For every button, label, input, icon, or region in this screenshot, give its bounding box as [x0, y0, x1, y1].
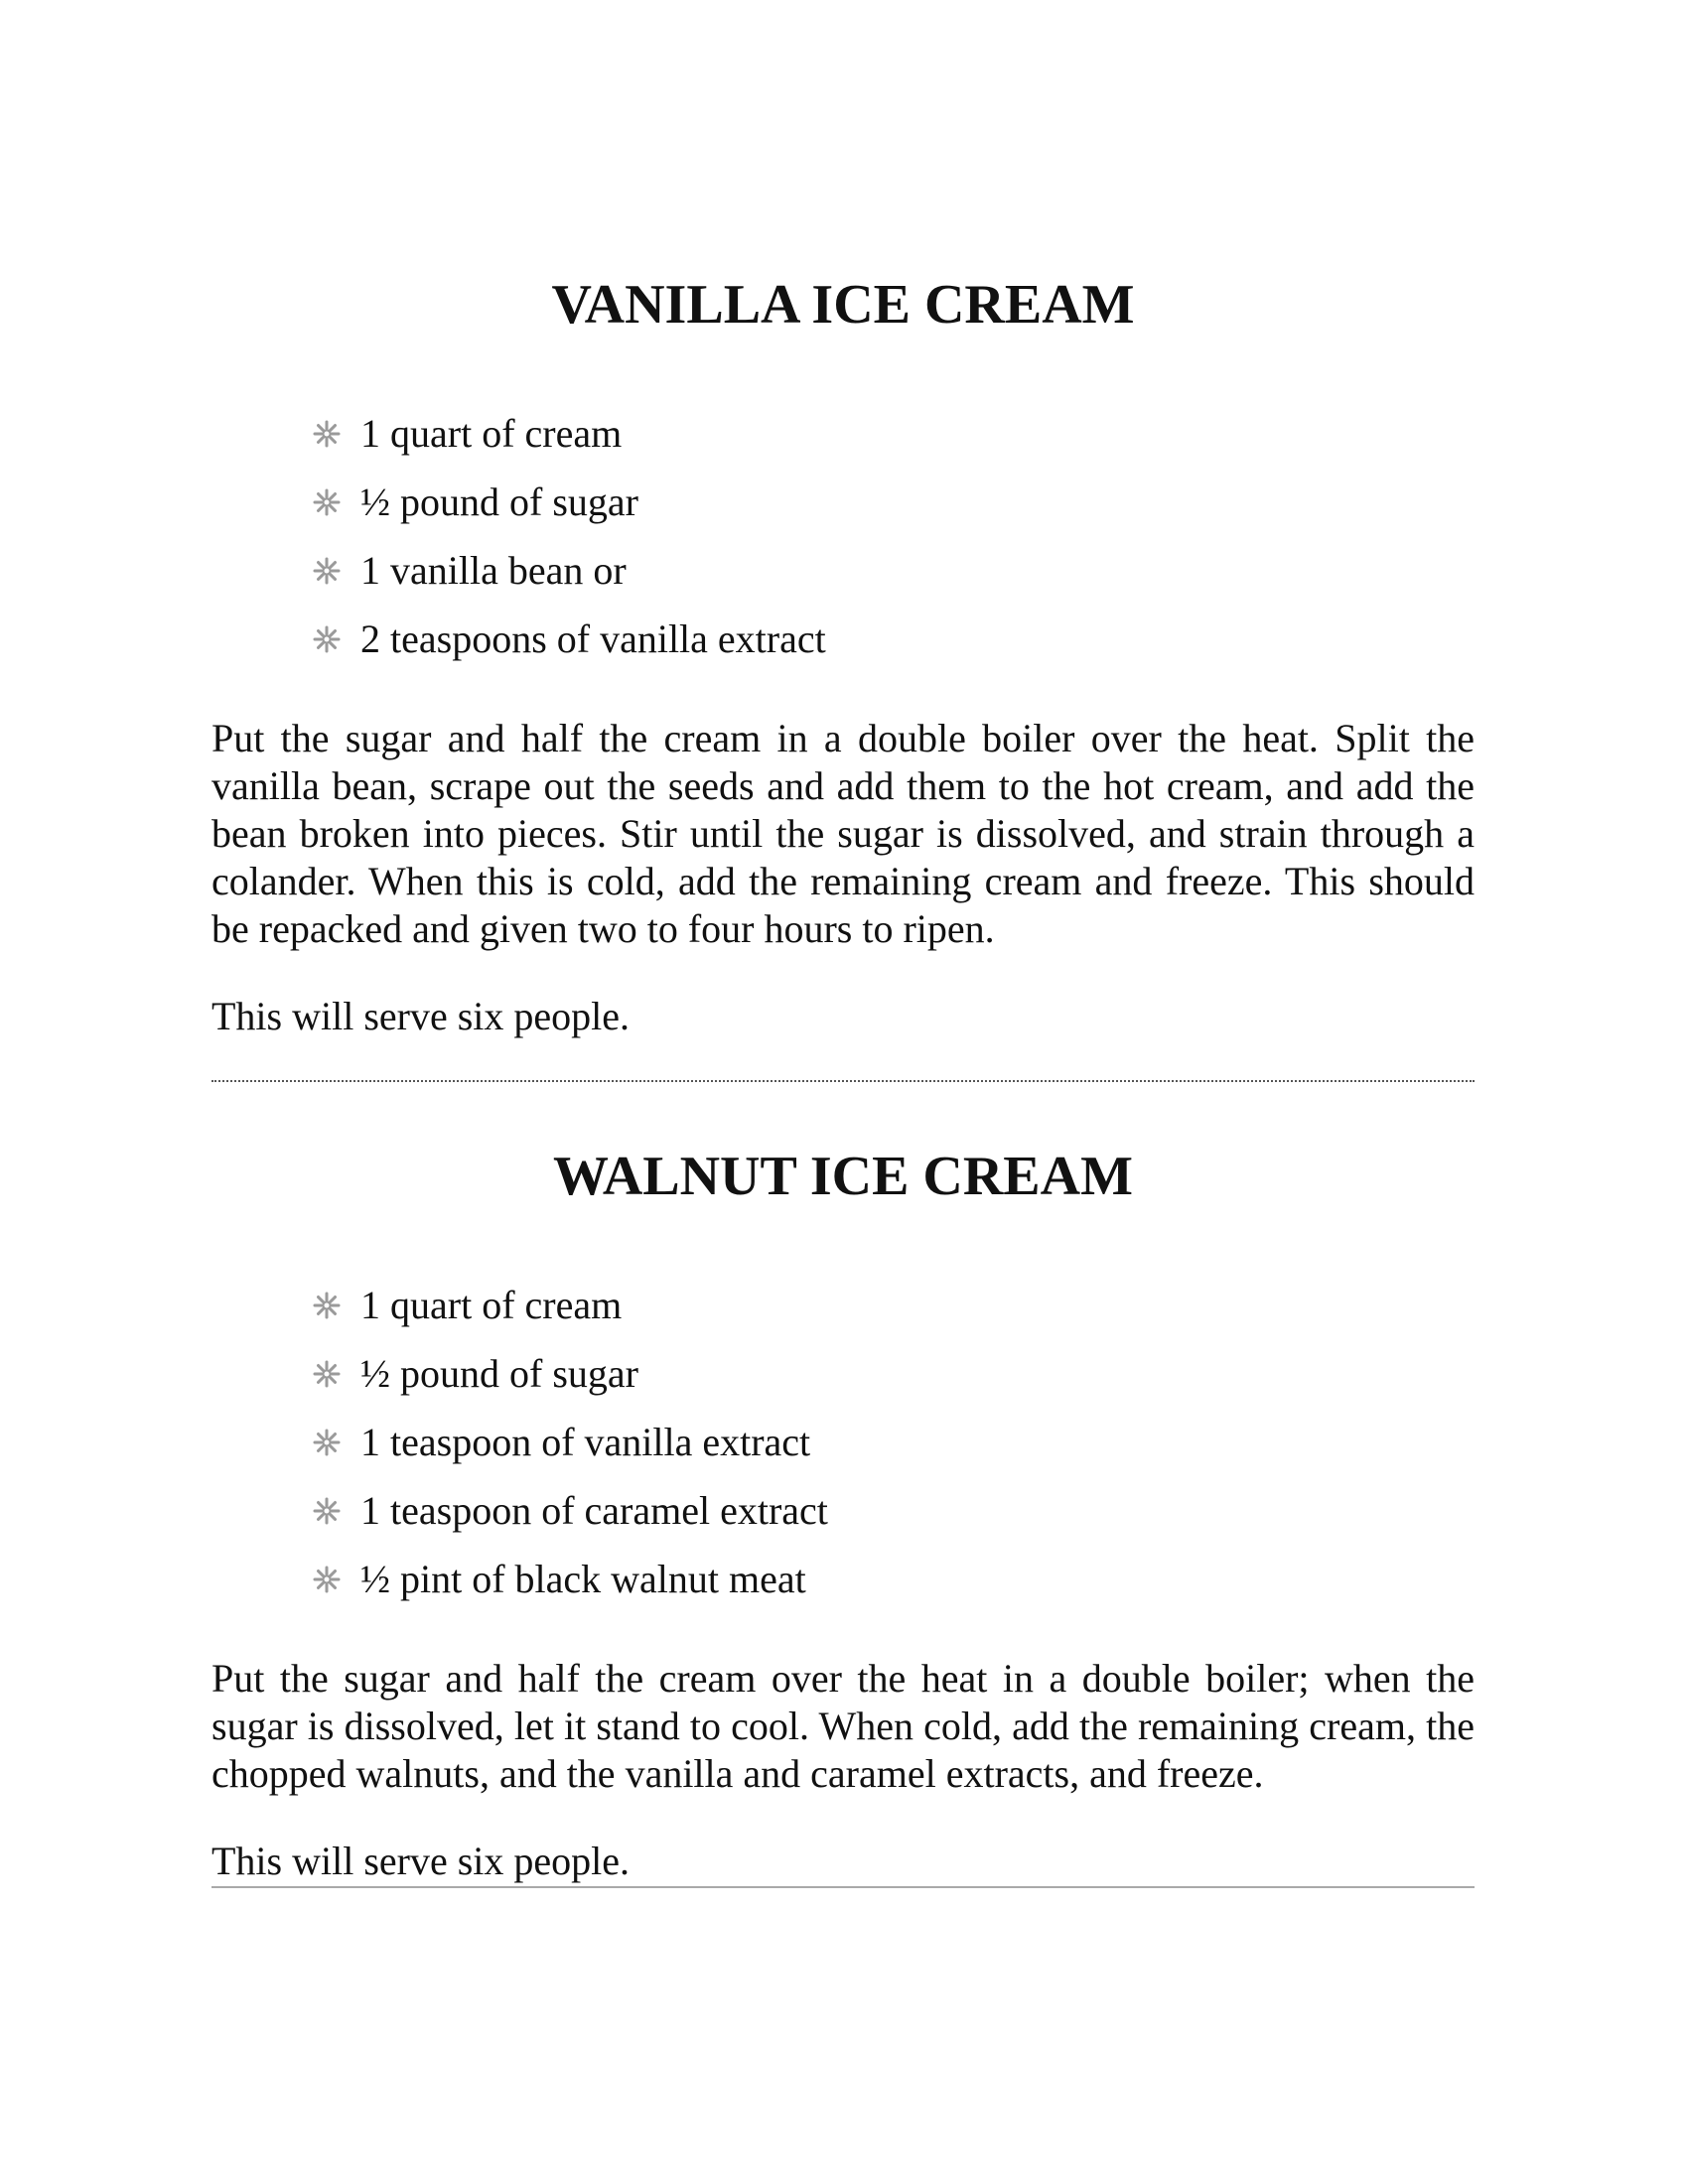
snowflake-icon — [311, 1427, 343, 1458]
ingredient-list — [311, 399, 1574, 673]
ingredient-item — [311, 1545, 1574, 1613]
section-divider — [211, 1886, 1475, 1888]
ingredient-item — [311, 1476, 1574, 1545]
snowflake-icon — [311, 1564, 343, 1595]
recipe-walnut — [211, 1142, 1475, 1885]
ingredient-text: 1 quart of cream — [360, 411, 623, 456]
snowflake-icon — [311, 1290, 343, 1321]
recipe-directions: Put the sugar and half the cream over the heat in a double boiler; when the sugar is dissolved, let it stand to cool. When cold, add the remaining cream, the chopped walnuts, and the vanilla and caramel extracts, and freeze. — [211, 1656, 1475, 1796]
ingredient-text: 1 teaspoon of caramel extract — [360, 1488, 828, 1533]
ingredient-item — [311, 605, 1574, 673]
recipe-title: VANILLA ICE CREAM — [551, 274, 1135, 336]
recipe-title: WALNUT ICE CREAM — [553, 1146, 1133, 1207]
ingredient-item — [311, 468, 1574, 536]
snowflake-icon — [311, 1358, 343, 1390]
ingredient-item — [311, 1339, 1574, 1408]
ingredient-text: 1 teaspoon of vanilla extract — [360, 1420, 811, 1464]
ingredient-item — [311, 1271, 1574, 1339]
section-divider — [211, 1080, 1475, 1082]
ingredient-item — [311, 536, 1574, 605]
ingredient-list — [311, 1271, 1574, 1613]
ingredient-item — [311, 1408, 1574, 1476]
snowflake-icon — [311, 486, 343, 518]
ingredient-text: ½ pound of sugar — [360, 479, 638, 524]
snowflake-icon — [311, 555, 343, 587]
ingredient-text: 1 quart of cream — [360, 1283, 623, 1327]
ingredient-text: 2 teaspoons of vanilla extract — [360, 616, 826, 661]
recipe-servings: This will serve six people. — [211, 1839, 631, 1883]
ingredient-text: ½ pint of black walnut meat — [360, 1557, 806, 1601]
ingredient-item — [311, 399, 1574, 468]
snowflake-icon — [311, 623, 343, 655]
snowflake-icon — [311, 418, 343, 450]
recipe-servings: This will serve six people. — [211, 994, 631, 1038]
recipe-vanilla — [211, 270, 1475, 1040]
ingredient-text: ½ pound of sugar — [360, 1351, 638, 1396]
ingredient-text: 1 vanilla bean or — [360, 548, 627, 593]
snowflake-icon — [311, 1495, 343, 1527]
recipe-directions: Put the sugar and half the cream in a double boiler over the heat. Split the vanilla bean, scrape out the seeds and add them to the hot cream, and add the bean broken into pieces. Stir until the sugar is dissolved, and strain through a colander. When this is cold, add the remaining cream and freeze. This should be repacked and given two to four hours to ripen. — [211, 716, 1475, 951]
document-page — [211, 0, 1475, 2184]
